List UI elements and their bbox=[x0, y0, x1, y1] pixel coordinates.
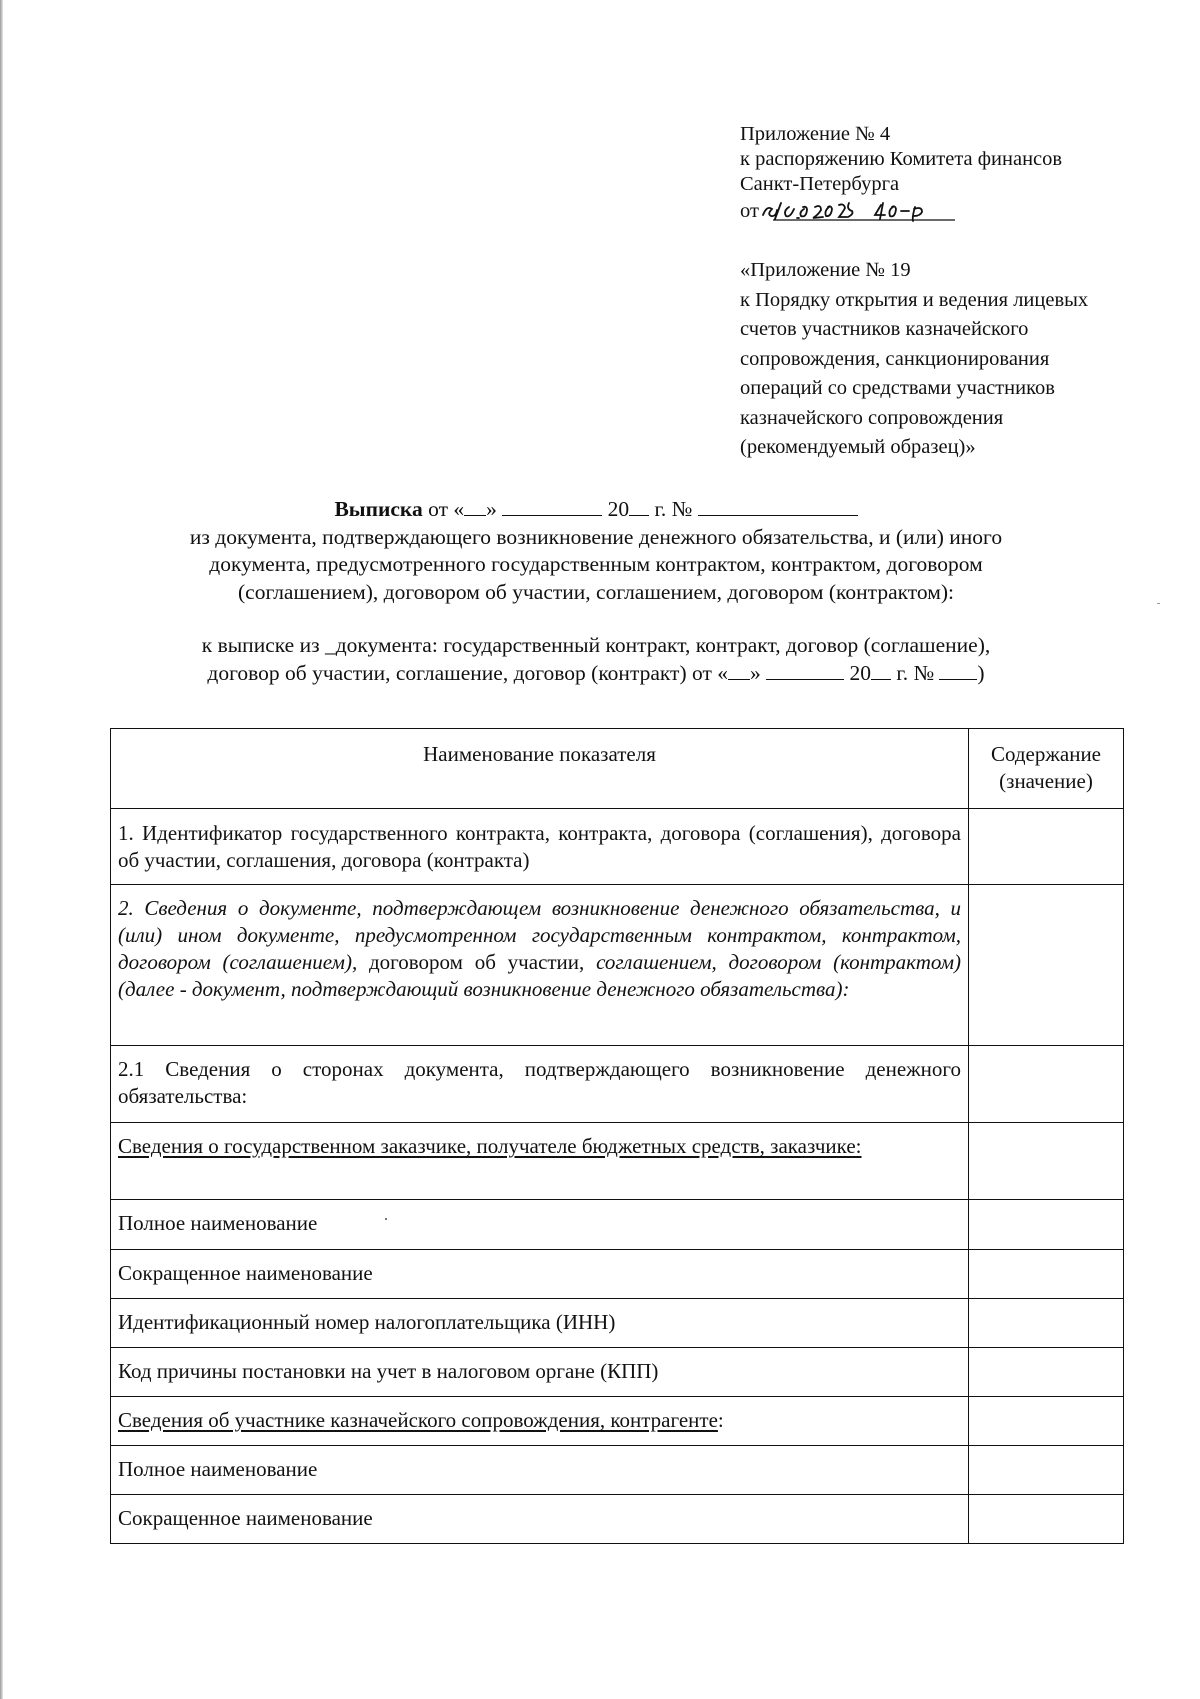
scan-edge bbox=[0, 0, 3, 1699]
scan-artifact bbox=[385, 1218, 387, 1220]
approval-line: Санкт-Петербурга bbox=[740, 173, 900, 195]
row-label bbox=[111, 885, 969, 1046]
table-row bbox=[111, 1299, 1124, 1348]
indicators-table bbox=[110, 728, 1124, 1544]
row-value-cell bbox=[969, 1495, 1124, 1544]
table-row bbox=[111, 1446, 1124, 1495]
section-heading-customer: Сведения о государственном заказчике, получателе бюджетных средств, заказчике: bbox=[111, 1123, 969, 1200]
approval-block bbox=[740, 122, 1160, 224]
annex-line: сопровождения, санкционирования bbox=[740, 347, 1050, 370]
section-heading-text: Сведения об участнике казначейского сопровождения, контрагенте bbox=[118, 1408, 718, 1432]
row-label-italic: 2. Сведения о документе, подтверждающем возникновение денежного обязательства, и (или) ином документе, предусмотренном государственным контрактом, контрактом, договором (соглашением), bbox=[118, 896, 961, 974]
title-line: документа, предусмотренного государственным контрактом, контрактом, договором bbox=[209, 552, 983, 576]
number-blank bbox=[698, 497, 858, 516]
title-line bbox=[108, 496, 1084, 524]
reference-year: 20 bbox=[844, 660, 871, 685]
row-label-normal: договором об участии, bbox=[357, 950, 585, 974]
year-blank bbox=[871, 661, 891, 680]
month-blank bbox=[766, 661, 844, 680]
reference-line: к выписке из _документа: государственный контракт, контракт, договор (соглашение), bbox=[201, 633, 991, 657]
table-row bbox=[111, 1200, 1124, 1250]
annex-line: операций со средствами участников bbox=[740, 377, 1055, 399]
row-label-italic: соглашением, договором (контрактом) (далее - документ, подтверждающий возникновение денежного обязательства): bbox=[118, 950, 961, 1001]
table-row bbox=[111, 1250, 1124, 1299]
handwritten-date-signature bbox=[759, 197, 959, 223]
section-heading-contractor bbox=[111, 1397, 969, 1446]
approval-date-line bbox=[740, 197, 1160, 224]
row-label: Код причины постановки на учет в налоговом органе (КПП) bbox=[111, 1348, 969, 1397]
header-name: Наименование показателя bbox=[111, 729, 969, 809]
date-prefix: от bbox=[740, 200, 759, 222]
row-value-cell bbox=[969, 1397, 1124, 1446]
row-value-cell bbox=[969, 1200, 1124, 1250]
title-number-label: г. № bbox=[649, 497, 693, 521]
day-blank bbox=[728, 661, 750, 680]
annex-line: казначейского сопровождения bbox=[740, 406, 1004, 429]
row-label: Сокращенное наименование bbox=[111, 1495, 969, 1544]
title-quote-close: » bbox=[486, 497, 497, 521]
row-value-cell bbox=[969, 809, 1124, 885]
row-label: Полное наименование bbox=[111, 1200, 969, 1250]
row-value-cell bbox=[969, 1046, 1124, 1123]
row-label: Идентификационный номер налогоплательщика (ИНН) bbox=[111, 1299, 969, 1348]
approval-line: Приложение № 4 bbox=[740, 123, 891, 145]
title-year: 20 bbox=[602, 497, 630, 521]
header-value: Содержание (значение) bbox=[969, 729, 1124, 809]
row-label: Сокращенное наименование bbox=[111, 1250, 969, 1299]
row-label: 1. Идентификатор государственного контракта, контракта, договора (соглашения), договора об участии, соглашения, договора (контракта) bbox=[111, 809, 969, 885]
approval-line: к распоряжению Комитета финансов bbox=[740, 148, 1063, 170]
reference-number-label: г. № bbox=[890, 660, 935, 685]
row-value-cell bbox=[969, 885, 1124, 1046]
table-row bbox=[111, 1495, 1124, 1544]
title-from: от « bbox=[422, 497, 465, 521]
row-value-cell bbox=[969, 1250, 1124, 1299]
table-row bbox=[111, 1348, 1124, 1397]
annex-block bbox=[740, 256, 1160, 463]
table-row bbox=[111, 1046, 1124, 1123]
month-blank bbox=[502, 497, 602, 516]
section-heading-colon: : bbox=[717, 1408, 724, 1432]
table-row bbox=[111, 1397, 1124, 1446]
title-line: из документа, подтверждающего возникновение денежного обязательства, и (или) иного bbox=[189, 524, 1003, 549]
row-value-cell bbox=[969, 1348, 1124, 1397]
reference-line bbox=[108, 660, 1084, 688]
title-bold: Выписка bbox=[334, 497, 423, 521]
table-row bbox=[111, 809, 1124, 885]
annex-line: к Порядку открытия и ведения лицевых bbox=[740, 288, 1089, 311]
title-line: (соглашением), договором об участии, соглашением, договором (контрактом): bbox=[238, 579, 954, 604]
document-title bbox=[108, 496, 1084, 687]
row-label: Полное наименование bbox=[111, 1446, 969, 1495]
annex-line: «Приложение № 19 bbox=[740, 259, 911, 281]
table-row bbox=[111, 1123, 1124, 1200]
number-blank bbox=[939, 661, 977, 680]
annex-line: счетов участников казначейского bbox=[740, 318, 1029, 340]
table-header-row bbox=[111, 729, 1124, 809]
day-blank bbox=[464, 497, 486, 516]
year-blank bbox=[629, 497, 649, 516]
row-label: 2.1 Сведения о сторонах документа, подтверждающего возникновение денежного обязательства: bbox=[111, 1046, 969, 1123]
row-value-cell bbox=[969, 1123, 1124, 1200]
reference-quote-close: » bbox=[749, 660, 761, 685]
reference-close: ) bbox=[977, 660, 985, 685]
table-row bbox=[111, 885, 1124, 1046]
annex-line: (рекомендуемый образец)» bbox=[740, 436, 976, 458]
scan-artifact bbox=[1157, 603, 1160, 604]
row-value-cell bbox=[969, 1446, 1124, 1495]
reference-text: договор об участии, соглашение, договор (контракт) от « bbox=[207, 660, 728, 685]
row-value-cell bbox=[969, 1299, 1124, 1348]
